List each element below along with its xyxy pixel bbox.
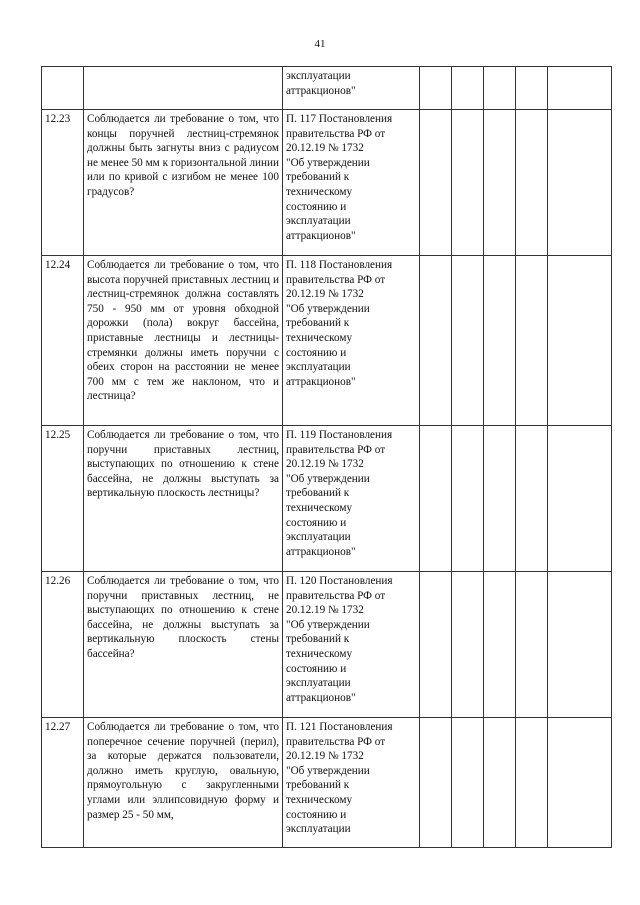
- legal-reference: П. 117 Постановления правительства РФ от 20.12.19 № 1732 "Об утверждении требований к техническому состоянию и эксплуатации аттракционов": [283, 110, 420, 256]
- answer-yes-cell: [420, 718, 452, 848]
- answer-extra-cell: [516, 718, 548, 848]
- requirement-question: [84, 67, 283, 110]
- table-row: [42, 67, 612, 110]
- item-number: 12.26: [42, 572, 84, 718]
- answer-na-cell: [484, 572, 516, 718]
- notes-cell: [548, 67, 612, 110]
- requirement-question: Соблюдается ли требование о том, что высота поручней приставных лестниц и лестниц-стремянок должна составлять 750 - 950 мм от уровня обходной дорожки (пола) вокруг бассейна, приставные лестницы и лестницы-стремянки должны иметь поручни с обеих сторон на расстоянии не менее 700 мм с тем же наклоном, что и лестница?: [84, 256, 283, 426]
- item-number: [42, 67, 84, 110]
- table-row: [42, 426, 612, 572]
- item-number: 12.25: [42, 426, 84, 572]
- answer-extra-cell: [516, 67, 548, 110]
- answer-yes-cell: [420, 256, 452, 426]
- answer-na-cell: [484, 718, 516, 848]
- answer-na-cell: [484, 256, 516, 426]
- item-number: 12.27: [42, 718, 84, 848]
- answer-yes-cell: [420, 572, 452, 718]
- checklist-table: [41, 66, 612, 848]
- answer-no-cell: [452, 67, 484, 110]
- answer-extra-cell: [516, 426, 548, 572]
- answer-yes-cell: [420, 110, 452, 256]
- answer-no-cell: [452, 110, 484, 256]
- notes-cell: [548, 110, 612, 256]
- answer-yes-cell: [420, 426, 452, 572]
- legal-reference: эксплуатации аттракционов": [283, 67, 420, 110]
- page-number: 41: [314, 38, 326, 50]
- requirement-question: Соблюдается ли требование о том, что поручни приставных лестниц, не выступающих по отношению к стене бассейна, не должны выступать за вертикальную плоскость стены бассейна?: [84, 572, 283, 718]
- answer-no-cell: [452, 426, 484, 572]
- notes-cell: [548, 572, 612, 718]
- notes-cell: [548, 718, 612, 848]
- legal-reference: П. 120 Постановления правительства РФ от 20.12.19 № 1732 "Об утверждении требований к техническому состоянию и эксплуатации аттракционов": [283, 572, 420, 718]
- answer-no-cell: [452, 718, 484, 848]
- requirement-question: Соблюдается ли требование о том, что поручни приставных лестниц, выступающих по отношению к стене бассейна, не должны выступать за вертикальную плоскость лестницы?: [84, 426, 283, 572]
- table-row: [42, 572, 612, 718]
- answer-extra-cell: [516, 110, 548, 256]
- legal-reference: П. 119 Постановления правительства РФ от 20.12.19 № 1732 "Об утверждении требований к техническому состоянию и эксплуатации аттракционов": [283, 426, 420, 572]
- legal-reference: П. 121 Постановления правительства РФ от 20.12.19 № 1732 "Об утверждении требований к техническому состоянию и эксплуатации: [283, 718, 420, 848]
- item-number: 12.23: [42, 110, 84, 256]
- notes-cell: [548, 256, 612, 426]
- answer-yes-cell: [420, 67, 452, 110]
- table-row: [42, 110, 612, 256]
- requirement-question: Соблюдается ли требование о том, что концы поручней лестниц-стремянок должны быть загнуты вниз с радиусом не менее 50 мм к горизонтальной линии или по кривой с изгибом не менее 100 градусов?: [84, 110, 283, 256]
- legal-reference: П. 118 Постановления правительства РФ от 20.12.19 № 1732 "Об утверждении требований к техническому состоянию и эксплуатации аттракционов": [283, 256, 420, 426]
- answer-no-cell: [452, 572, 484, 718]
- answer-no-cell: [452, 256, 484, 426]
- notes-cell: [548, 426, 612, 572]
- item-number: 12.24: [42, 256, 84, 426]
- table-row: [42, 256, 612, 426]
- requirement-question: Соблюдается ли требование о том, что поперечное сечение поручней (перил), за которые держатся пользователи, должно иметь круглую, овальную, прямоугольную с закругленными углами или эллипсовидную форму и размер 25 - 50 мм,: [84, 718, 283, 848]
- table-row: [42, 718, 612, 848]
- answer-na-cell: [484, 67, 516, 110]
- answer-na-cell: [484, 110, 516, 256]
- answer-extra-cell: [516, 572, 548, 718]
- answer-na-cell: [484, 426, 516, 572]
- answer-extra-cell: [516, 256, 548, 426]
